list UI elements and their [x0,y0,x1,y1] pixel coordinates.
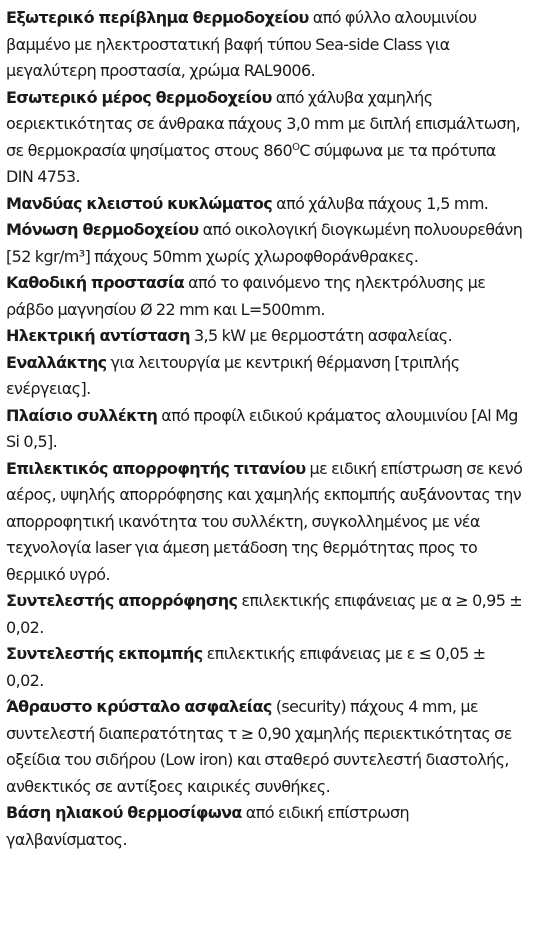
spec-term: Εσωτερικό μέρος θερμοδοχείου [6,87,272,107]
spec-absorption-coefficient [6,588,524,641]
spec-description: επιλεκτικής επιφάνειας με ε ≤ 0,05 ± 0,02. [6,644,486,690]
spec-description: 3,5 kW με θερμοστάτη ασφαλείας. [189,326,453,345]
spec-term: Πλαίσιο συλλέκτη [6,405,158,425]
spec-description: για λειτουργία με κεντρική θέρμανση [τριπλής ενέργειας]. [6,352,460,398]
spec-electric-resistance [6,323,524,350]
spec-titanium-absorber [6,456,524,589]
spec-description: από χάλυβα χαμηλής οεριεκτικότητας σε άνθρακα πάχους 3,0 mm με διπλή επισμάλτωση, σε θερμοκρασία ψησίματος στους 860 [6,87,521,160]
spec-term: Επιλεκτικός απορροφητής τιτανίου [6,458,306,478]
spec-term: Μόνωση θερμοδοχείου [6,220,199,239]
spec-term: Βάση ηλιακού θερμοσίφωνα [6,803,242,822]
spec-term: Συντελεστής εκπομπής [6,644,203,663]
spec-description-continued: C σύμφωνα με τα πρότυπα DIN 4753. [6,140,496,186]
spec-emission-coefficient [6,641,524,694]
spec-description: από φύλλο αλουμινίου βαμμένο με ηλεκτροστατική βαφή τύπου Sea-side Class για μεγαλύτερη προστασία, χρώμα RAL9006. [6,8,477,80]
spec-description: από χάλυβα πάχους 1,5 mm. [272,193,489,213]
spec-external-casing [6,5,524,85]
spec-description: (security) πάχους 4 mm, με συντελεστή διαπερατότητας τ ≥ 0,90 χαμηλής περιεκτικότητας σε οξείδια του σιδήρου (Low iron) και σταθερό συντελεστή διαστολής, ανθεκτικός σε αντίξοες καιρικές συνθήκες. [6,697,512,796]
spec-description: με ειδική επίστρωση σε κενό αέρος, υψηλής απορρόφησης και χαμηλής εκπομπής αυξάνοντας την απορροφητική ικανότητα του συλλέκτη, συγκολλημένος με νέα τεχνολογία laser για άμεση μετάδοση της θερμότητας προς το θερμικό υγρό. [6,458,523,584]
spec-term: Εξωτερικό περίβλημα θερμοδοχείου [6,8,309,27]
spec-heat-exchanger [6,350,524,403]
spec-term: Ηλεκτρική αντίσταση [6,326,190,345]
spec-description: από το φαινόμενο της ηλεκτρόλυσης με ράβδο μαγνησίου Ø 22 mm και L=500mm. [6,273,486,319]
spec-description: από οικολογική διογκωμένη πολυουρεθάνη [52 kgr/m³] πάχους 50mm χωρίς χλωροφθοράνθρακες. [6,220,523,266]
spec-term: Μανδύας κλειστού κυκλώματος [6,193,273,213]
spec-description: επιλεκτικής επιφάνειας με α ≥ 0,95 ± 0,02. [6,591,523,637]
spec-safety-glass [6,694,524,800]
spec-term: Άθραυστο κρύσταλο ασφαλείας [6,697,272,716]
spec-cathodic-protection [6,270,524,323]
degree-superscript: O [292,141,300,153]
spec-term: Εναλλάκτης [6,352,107,372]
spec-thermosiphon-base [6,800,524,853]
spec-description: από προφίλ ειδικού κράματος αλουμινίου [Al Mg Si 0,5]. [6,405,518,451]
spec-term: Καθοδική προστασία [6,273,185,292]
spec-closed-circuit-jacket [6,191,524,218]
spec-tank-insulation [6,217,524,270]
spec-internal-tank [6,85,524,191]
spec-description: από ειδική επίστρωση γαλβανίσματος. [6,803,410,849]
spec-term: Συντελεστής απορρόφησης [6,591,238,610]
spec-collector-frame [6,403,524,456]
